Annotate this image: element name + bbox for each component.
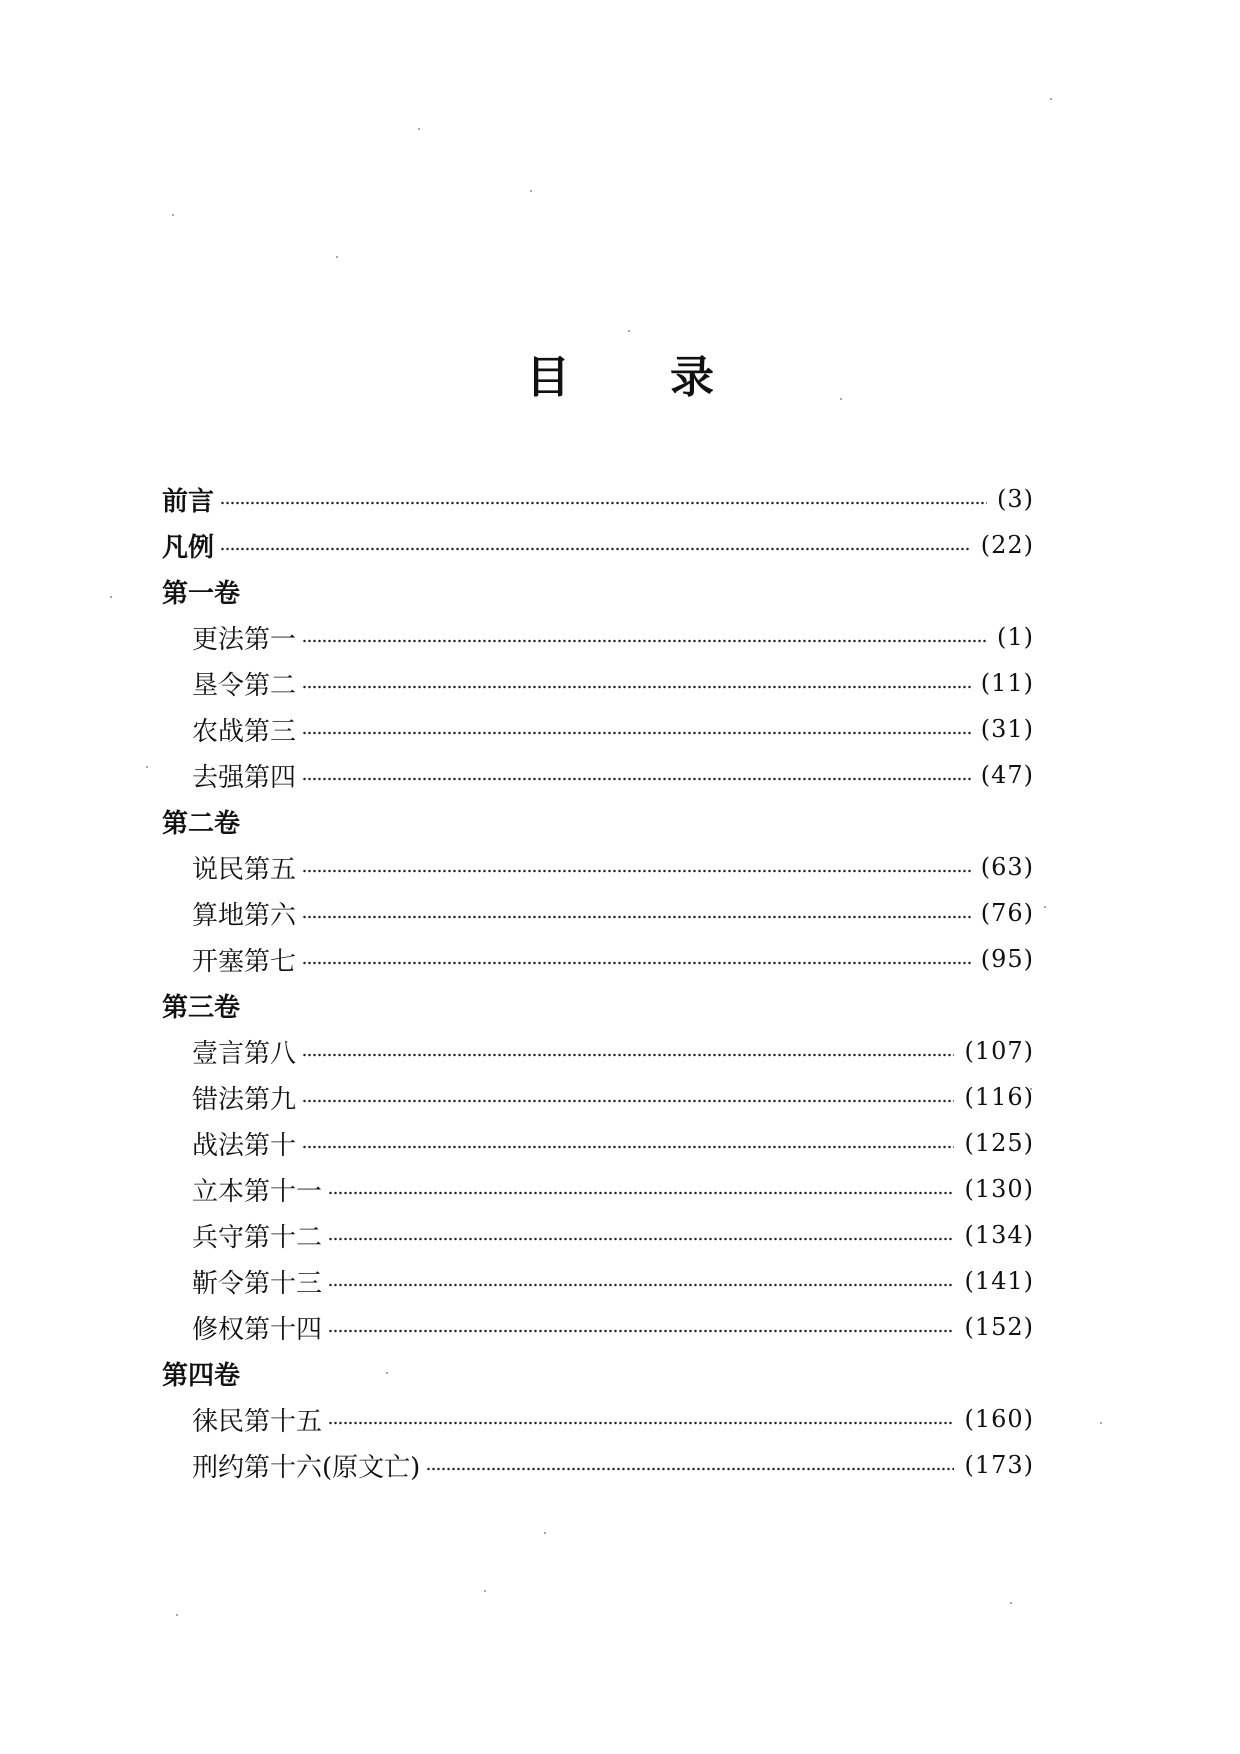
toc-entry-label: 农战第三 <box>192 716 297 747</box>
dot-leader <box>302 685 971 689</box>
toc-entry-page: (125) <box>964 1129 1034 1157</box>
dot-leader <box>328 1421 954 1425</box>
toc-entry[interactable] <box>162 706 1034 752</box>
toc-entry-label: 徕民第十五 <box>192 1406 323 1437</box>
dot-leader <box>302 777 971 781</box>
dot-leader <box>302 869 971 873</box>
scan-speck <box>110 596 112 598</box>
scan-speck <box>172 214 174 216</box>
toc-entry[interactable] <box>162 1028 1034 1074</box>
toc-entry-page: (11) <box>980 669 1034 697</box>
toc-entry[interactable] <box>162 1442 1034 1488</box>
dot-leader <box>328 1191 954 1195</box>
toc-entry-preface[interactable] <box>162 476 1034 522</box>
toc-entry-page: (116) <box>964 1083 1034 1111</box>
dot-leader <box>302 639 987 643</box>
toc-entry-page: (47) <box>980 761 1034 789</box>
toc-entry[interactable] <box>162 844 1034 890</box>
scan-speck <box>1044 906 1046 908</box>
toc-entry-label: 更法第一 <box>192 624 297 655</box>
volume-heading-3: 第三卷 <box>162 992 241 1023</box>
dot-leader <box>328 1329 954 1333</box>
toc-entry-label: 错法第九 <box>192 1084 297 1115</box>
toc-entry-page: (1) <box>997 623 1034 651</box>
scan-speck <box>484 1590 486 1592</box>
scan-speck <box>336 256 338 258</box>
toc-entry-label: 开塞第七 <box>192 946 297 977</box>
toc-entry-label: 说民第五 <box>192 854 297 885</box>
dot-leader <box>328 1237 954 1241</box>
toc-entry-page: (107) <box>964 1037 1034 1065</box>
toc-entry-page: (160) <box>964 1405 1034 1433</box>
scan-speck <box>1010 1602 1012 1604</box>
toc-entry-label: 前言 <box>162 486 215 517</box>
toc-entry[interactable] <box>162 752 1034 798</box>
toc-entry-label: 算地第六 <box>192 900 297 931</box>
toc-entry-page: (134) <box>964 1221 1034 1249</box>
dot-leader <box>302 961 971 965</box>
dot-leader <box>302 1145 954 1149</box>
toc-entry-page: (76) <box>980 899 1034 927</box>
dot-leader <box>302 1053 954 1057</box>
table-of-contents <box>162 476 1034 1488</box>
toc-entry-label: 战法第十 <box>192 1130 297 1161</box>
toc-entry[interactable] <box>162 1258 1034 1304</box>
toc-entry-label: 垦令第二 <box>192 670 297 701</box>
toc-entry-page: (31) <box>980 715 1034 743</box>
toc-entry-page: (3) <box>997 485 1034 513</box>
toc-entry-page: (141) <box>964 1267 1034 1295</box>
volume-heading-2: 第二卷 <box>162 808 241 839</box>
toc-entry-label: 壹言第八 <box>192 1038 297 1069</box>
scan-speck <box>1050 98 1052 100</box>
dot-leader <box>302 915 971 919</box>
toc-entry[interactable] <box>162 1074 1034 1120</box>
title-char-1: 目 <box>526 352 570 403</box>
scan-speck <box>176 1614 178 1616</box>
toc-entry-page: (22) <box>980 531 1034 559</box>
dot-leader <box>328 1283 954 1287</box>
toc-entry-page: (152) <box>964 1313 1034 1341</box>
toc-entry-page: (95) <box>980 945 1034 973</box>
dot-leader <box>220 501 987 505</box>
toc-entry-page: (63) <box>980 853 1034 881</box>
toc-entry-page: (130) <box>964 1175 1034 1203</box>
toc-entry[interactable] <box>162 1166 1034 1212</box>
toc-entry-label: 刑约第十六(原文亡) <box>192 1452 421 1483</box>
toc-entry-page: (173) <box>964 1451 1034 1479</box>
toc-entry[interactable] <box>162 614 1034 660</box>
title-char-2: 录 <box>670 352 714 403</box>
toc-entry[interactable] <box>162 1396 1034 1442</box>
scan-speck <box>418 128 420 130</box>
toc-entry[interactable] <box>162 1304 1034 1350</box>
toc-entry-label: 兵守第十二 <box>192 1222 323 1253</box>
toc-entry[interactable] <box>162 936 1034 982</box>
toc-entry[interactable] <box>162 660 1034 706</box>
toc-entry[interactable] <box>162 1120 1034 1166</box>
scan-speck <box>146 766 148 768</box>
scan-speck <box>530 190 532 192</box>
toc-entry-label: 修权第十四 <box>192 1314 323 1345</box>
toc-entry-label: 去强第四 <box>192 762 297 793</box>
toc-entry-label: 凡例 <box>162 532 215 563</box>
scan-speck <box>544 1532 546 1534</box>
dot-leader <box>302 1099 954 1103</box>
dot-leader <box>426 1467 954 1471</box>
page-title <box>0 352 1240 404</box>
dot-leader <box>220 547 971 551</box>
dot-leader <box>302 731 971 735</box>
toc-entry-label: 立本第十一 <box>192 1176 323 1207</box>
scan-speck <box>628 330 630 332</box>
volume-heading-4: 第四卷 <box>162 1360 241 1391</box>
toc-entry[interactable] <box>162 890 1034 936</box>
scan-speck <box>1100 1422 1102 1424</box>
toc-entry-conventions[interactable] <box>162 522 1034 568</box>
toc-entry[interactable] <box>162 1212 1034 1258</box>
volume-heading-1: 第一卷 <box>162 578 241 609</box>
toc-entry-label: 靳令第十三 <box>192 1268 323 1299</box>
